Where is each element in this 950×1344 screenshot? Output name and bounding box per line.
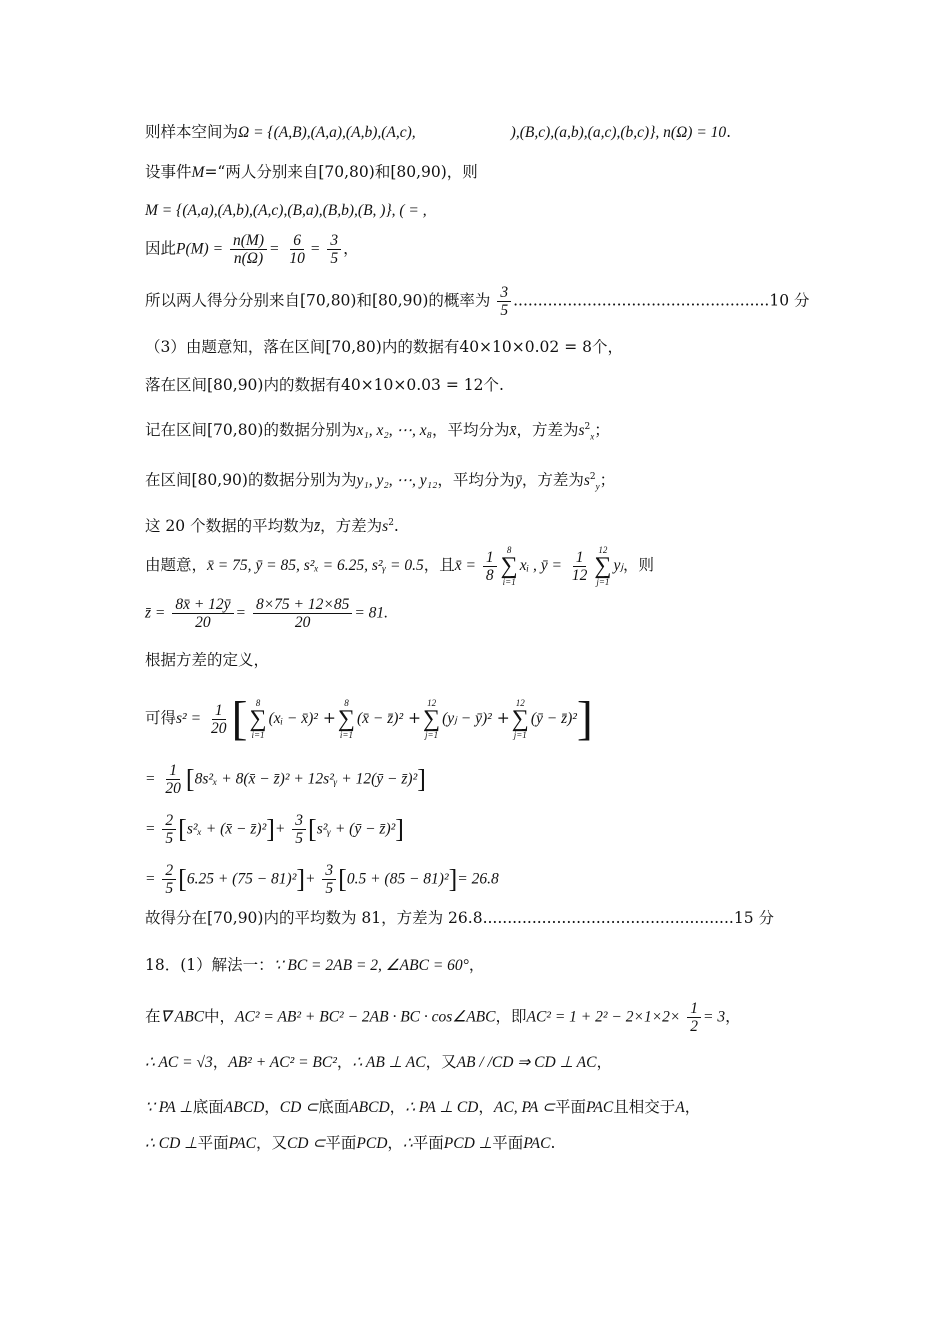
text: 所以两人得分分别来自[70,80)和[80,90)的概率为 <box>145 291 491 310</box>
formula: P(M) = <box>176 240 224 258</box>
line-x-data <box>145 417 610 446</box>
fraction: $\frac{3}{5}$ <box>322 862 336 897</box>
formula: s²ₓ + (x̄ − z̄)² <box>186 820 267 838</box>
text: =“两人分别来自[70,80)和[80,90)，则 <box>204 163 478 181</box>
text: 在 <box>145 1007 161 1026</box>
formula: y₁, y₂, ⋯, y₁₂ <box>356 472 438 490</box>
text: ，又 <box>255 1134 287 1152</box>
formula: ∵ PA ⊥ <box>145 1099 193 1116</box>
fraction: $\frac{2}{5}$ <box>162 862 176 897</box>
formula: z̄ = <box>145 604 166 622</box>
bracket: [ <box>178 814 187 844</box>
fraction: $\frac{1}{8}$ <box>483 549 497 584</box>
text: 平面 <box>554 1098 586 1116</box>
line-step3 <box>145 862 499 897</box>
formula: + <box>305 870 316 888</box>
text: ， <box>468 956 485 974</box>
text: 记在区间[70,80)的数据分别为 <box>145 421 357 440</box>
formula: s²ᵧ + (ȳ − z̄)² <box>316 820 396 838</box>
bracket: ] <box>417 764 426 794</box>
line-step1 <box>145 762 426 797</box>
formula: (xᵢ − x̄)² <box>268 710 318 727</box>
formula: CD ⊂ <box>279 1099 319 1116</box>
formula: s <box>382 518 389 536</box>
formula: ∴ AC = √3 <box>145 1054 213 1071</box>
formula: yⱼ <box>613 557 624 574</box>
formula: AC² = AB² + BC² − 2AB · BC · cos∠ABC <box>235 1008 496 1026</box>
superscript: 2 <box>584 422 591 432</box>
fraction: $\frac{2}{5}$ <box>162 812 176 847</box>
text: ，平均分为 <box>432 421 510 440</box>
score-marker: ....................................................10 分 <box>513 291 810 310</box>
formula: x̄ = <box>454 557 476 574</box>
formula: x̄ <box>509 422 517 440</box>
formula: ȳ <box>514 472 522 490</box>
fraction: $\frac{1}{2}$ <box>687 1000 701 1035</box>
text: 则样本空间为 <box>145 123 239 141</box>
formula: ∴ CD ⊥ <box>145 1135 198 1152</box>
text: 因此 <box>145 239 177 258</box>
text: 且相交于 <box>613 1098 676 1116</box>
formula: 6.25 + (75 − 81)² <box>186 870 297 888</box>
formula: x₁, x₂, ⋯, x₈ <box>356 422 433 440</box>
sum-sign: 8 ∑ i=1 <box>337 698 355 740</box>
formula: ∇ ABC <box>160 1008 205 1026</box>
text: ； <box>594 421 610 440</box>
formula: = <box>235 604 246 622</box>
text: ， <box>212 1053 229 1071</box>
line-probability <box>145 232 359 267</box>
formula: Ω = {(A,B),(A,a),(A,b),(A,c), <box>238 124 416 141</box>
sum-sign: 12 ∑ j=1 <box>594 545 612 587</box>
text: 平面 <box>492 1134 524 1152</box>
formula: s <box>578 422 585 440</box>
question-number: 18．(1）解法一： <box>145 956 274 974</box>
formula: s² = <box>176 710 202 727</box>
text: . <box>726 123 732 141</box>
superscript: 2 <box>388 518 394 528</box>
bracket: [ <box>185 764 195 794</box>
line-plane-conclusion <box>145 1133 555 1154</box>
line-given-values <box>145 545 654 587</box>
fraction: $\frac{6}{10}$ <box>289 232 305 267</box>
formula: x̄ = 75, ȳ = 85, s²ₓ = 6.25, s²ᵧ = 0.5 <box>207 557 424 574</box>
formula: M <box>191 164 205 181</box>
text: ，平均分为 <box>437 471 515 490</box>
formula: = 26.8 <box>457 870 499 888</box>
text: ，又 <box>425 1053 457 1071</box>
text: ， <box>684 1098 701 1116</box>
text: ，方差为 <box>516 421 579 440</box>
line-part3-count1 <box>145 337 623 357</box>
bracket: [ <box>338 864 347 894</box>
text: ， <box>343 239 359 258</box>
bracket: ] <box>448 864 458 894</box>
line-variance-formula: 可得s² = $\frac{1}{20}$ [ 8 ∑ i=1 (xᵢ − x̄)² + 8 ∑ i=1 (x̄ − z̄)² + 12 ∑ j=1 (yⱼ − ȳ)² + 12 ∑ j=1 (ȳ − z̄)²] <box>145 692 593 745</box>
formula: xᵢ , ȳ = <box>519 557 562 574</box>
fraction: $\frac{1}{20}$ <box>165 762 181 797</box>
formula: CD ⊂ <box>286 1135 326 1152</box>
fraction: $\frac{n(M)}{n(\Omega)}$ <box>230 232 267 267</box>
formula: M = {(A,a),(A,b),(A,c),(B,a),(B,b),(B, )}, ( = , <box>145 202 427 219</box>
text: 底面 <box>318 1098 350 1116</box>
formula: = <box>145 770 156 788</box>
fraction: $\frac{1}{20}$ <box>210 701 227 737</box>
formula: z̄ <box>314 518 321 536</box>
subscript: x <box>590 431 595 442</box>
formula: (ȳ − z̄)² <box>530 710 577 727</box>
text: 在区间[80,90)的数据分别为为 <box>145 471 357 490</box>
formula: ∵ BC = 2AB = 2, ∠ABC = 60° <box>273 957 469 974</box>
line-z-data <box>145 513 399 537</box>
formula: AC, PA ⊂ <box>493 1099 555 1116</box>
formula: ∴ AB ⊥ AC <box>352 1054 426 1071</box>
text: 底面 <box>192 1098 224 1116</box>
text: . <box>393 517 399 536</box>
text: ，则 <box>623 556 655 574</box>
subscript: y <box>595 481 600 492</box>
fraction: $\frac{8\times 75 + 12\times 85}{20}$ <box>253 596 352 631</box>
line-m-set <box>145 200 427 221</box>
text: ， <box>596 1053 612 1071</box>
line-variance-def <box>145 650 269 670</box>
formula: = <box>145 820 156 838</box>
formula: A <box>675 1099 685 1116</box>
text: 平面 <box>412 1134 444 1152</box>
formula: AB / /CD ⇒ CD ⊥ AC <box>456 1054 597 1071</box>
formula: PCD <box>356 1135 388 1152</box>
text: ； <box>599 471 616 490</box>
line-pa-base <box>145 1097 700 1118</box>
line-cosine-law <box>145 1000 741 1035</box>
line-q18-start <box>145 955 484 976</box>
line-y-data <box>145 467 615 496</box>
fraction: $\frac{3}{5}$ <box>292 812 306 847</box>
superscript: 2 <box>589 472 596 482</box>
text: 设事件 <box>145 163 192 181</box>
sum-sign: 8 ∑ i=1 <box>249 698 267 740</box>
fraction: $\frac{1}{12}$ <box>571 548 588 584</box>
formula: ABCD <box>349 1099 390 1116</box>
formula: PAC <box>585 1099 614 1116</box>
text: . <box>550 1134 556 1152</box>
text: 故得分在[70,90)内的平均数为 81，方差为 26.8 <box>145 909 483 927</box>
text: ， <box>389 1098 406 1116</box>
text: 这 20 个数据的平均数为 <box>145 517 315 536</box>
bracket: [ <box>308 814 317 844</box>
bracket: [ <box>178 864 187 894</box>
formula: + <box>274 820 286 838</box>
formula: ∴ PA ⊥ CD <box>405 1099 479 1116</box>
bracket: ] <box>576 692 593 745</box>
text: 平面 <box>325 1134 357 1152</box>
text: 根据方差的定义， <box>145 651 270 669</box>
text: ， <box>264 1098 280 1116</box>
bracket: [ <box>231 692 248 745</box>
formula: ),(B,c),(a,b),(a,c),(b,c)}, n(Ω) = 10 <box>510 124 727 141</box>
formula: = <box>309 240 321 258</box>
bracket: ] <box>266 814 275 844</box>
text: ，方差为 <box>521 471 584 490</box>
formula: PAC <box>228 1135 256 1152</box>
bracket: ] <box>395 814 404 844</box>
score-marker: ...................................................15 分 <box>482 909 774 927</box>
formula: AC² = 1 + 2² − 2×1×2× <box>526 1008 681 1026</box>
line-probability-result <box>145 284 809 319</box>
text: （3）由题意知，落在区间[70,80)内的数据有40×10×0.02 = 8个， <box>145 338 623 356</box>
sum-sign: 12 ∑ j=1 <box>423 698 441 740</box>
text: ， <box>336 1053 353 1071</box>
formula: AB² + AC² = BC² <box>228 1054 337 1071</box>
formula: PAC <box>523 1135 551 1152</box>
formula: PCD ⊥ <box>443 1135 493 1152</box>
line-conclusion <box>145 908 774 928</box>
formula: = <box>145 870 156 888</box>
text: 平面 <box>197 1134 229 1152</box>
formula: = 81. <box>354 604 389 622</box>
formula: ABCD <box>223 1099 265 1116</box>
bracket: ] <box>296 864 306 894</box>
text: ， <box>387 1134 403 1152</box>
text: ， <box>478 1098 494 1116</box>
line-part3-count2 <box>145 375 504 395</box>
text: ， <box>725 1007 741 1026</box>
formula: 8s²ₓ + 8(x̄ − z̄)² + 12s²ᵧ + 12(ȳ − z̄)² <box>194 770 418 788</box>
line-z-mean <box>145 596 388 631</box>
text: 落在区间[80,90)内的数据有40×10×0.03 = 12个. <box>145 376 504 394</box>
formula: 0.5 + (85 − 81)² <box>346 870 449 888</box>
text: ，方差为 <box>320 517 383 536</box>
text: 可得 <box>145 709 177 727</box>
formula: = <box>269 240 280 258</box>
text: 由题意， <box>145 556 208 574</box>
formula: s <box>583 472 590 490</box>
formula: (x̄ − z̄)² <box>357 710 404 727</box>
text: ，且 <box>423 556 455 574</box>
sum-sign: 8 ∑ i=1 <box>500 545 518 587</box>
line-step2 <box>145 812 404 847</box>
formula: ∴ <box>402 1135 413 1152</box>
text: 中， <box>204 1007 236 1026</box>
line-sample-space <box>145 122 731 143</box>
fraction: $\frac{3}{5}$ <box>327 232 341 267</box>
fraction: $\frac{8x̄ + 12ȳ}{20}$ <box>172 596 233 631</box>
text: ，即 <box>495 1007 527 1026</box>
formula: = 3 <box>703 1008 726 1026</box>
line-perpendicular <box>145 1052 612 1073</box>
fraction: $\frac{3}{5}$ <box>497 284 511 319</box>
sum-sign: 12 ∑ j=1 <box>511 698 529 740</box>
formula: (yⱼ − ȳ)² <box>442 710 492 727</box>
line-event-m <box>145 162 478 183</box>
